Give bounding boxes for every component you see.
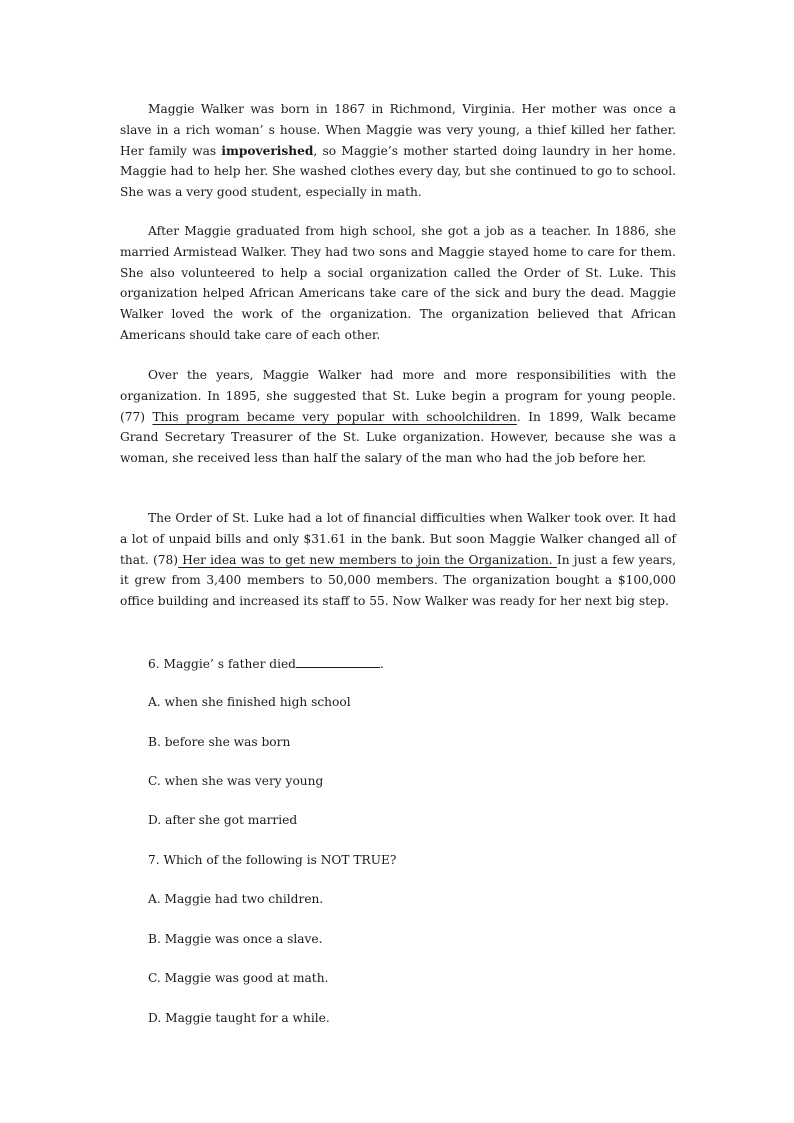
question-6-period: .	[380, 657, 384, 671]
paragraph-1-text-a: Maggie Walker was born in 1867 in Richmond, Virginia. Her mother was once a slave in a rich woman’ s house. When Maggie was very young, a thief killed her father. Her family was	[120, 102, 676, 158]
answer-blank	[296, 655, 380, 668]
underlined-sentence-78: Her idea was to get new members to join the Organization.	[178, 552, 557, 567]
paragraph-3-text-b: . In 1899, Walk became Grand Secretary Treasurer of the St. Luke organization. However, because she was a woman, she received less than half the salary of the man who had the job before her.	[120, 409, 676, 466]
paragraph-4-text-a: The Order of St. Luke had a lot of financial difficulties when Walker took over. It had a lot of unpaid bills and only $31.61 in the bank. But soon Maggie Walker changed all of that. (78)	[120, 511, 676, 567]
paragraph-3-text-a: Over the years, Maggie Walker had more and more responsibilities with the organization. In 1895, she suggested that St. Luke begin a program for young people. (77)	[120, 368, 676, 424]
question-6-option-b: B. before she was born	[148, 735, 291, 749]
question-6-stem	[148, 655, 384, 672]
question-6-text: 6. Maggie’ s father died	[148, 657, 296, 671]
vocab-word-impoverished: impoverished	[221, 143, 314, 158]
passage-paragraph-3	[120, 365, 676, 469]
question-6-option-d: D. after she got married	[148, 813, 298, 827]
question-6-option-c: C. when she was very young	[148, 774, 324, 788]
question-7-option-b: B. Maggie was once a slave.	[148, 932, 323, 946]
paragraph-4-text-b: In just a few years, it grew from 3,400 members to 50,000 members. The organization bought a $100,000 office building and increased its staff to 55. Now Walker was ready for her next big step.	[120, 552, 676, 609]
underlined-sentence-77: This program became very popular with schoolchildren	[152, 409, 517, 424]
passage-paragraph-2: After Maggie graduated from high school, she got a job as a teacher. In 1886, she married Armistead Walker. They had two sons and Maggie stayed home to care for them. She also volunteered to help a social organization called the Order of St. Luke. This organization helped African Americans take care of the sick and bury the dead. Maggie Walker loved the work of the organization. The organization believed that African Americans should take care of each other.	[120, 224, 676, 342]
paragraph-1-text-b: , so Maggie’s mother started doing laundry in her home. Maggie had to help her. She washed clothes every day, but she continued to go to school. She was a very good student, especially in math.	[120, 143, 676, 200]
passage-paragraph-4	[120, 508, 676, 612]
question-7-option-c: C. Maggie was good at math.	[148, 971, 329, 985]
question-7-option-d: D. Maggie taught for a while.	[148, 1011, 330, 1025]
passage-paragraph-1	[120, 99, 676, 203]
question-6-option-a: A. when she finished high school	[148, 695, 351, 709]
question-7-stem: 7. Which of the following is NOT TRUE?	[148, 853, 397, 867]
question-7-option-a: A. Maggie had two children.	[148, 892, 324, 906]
